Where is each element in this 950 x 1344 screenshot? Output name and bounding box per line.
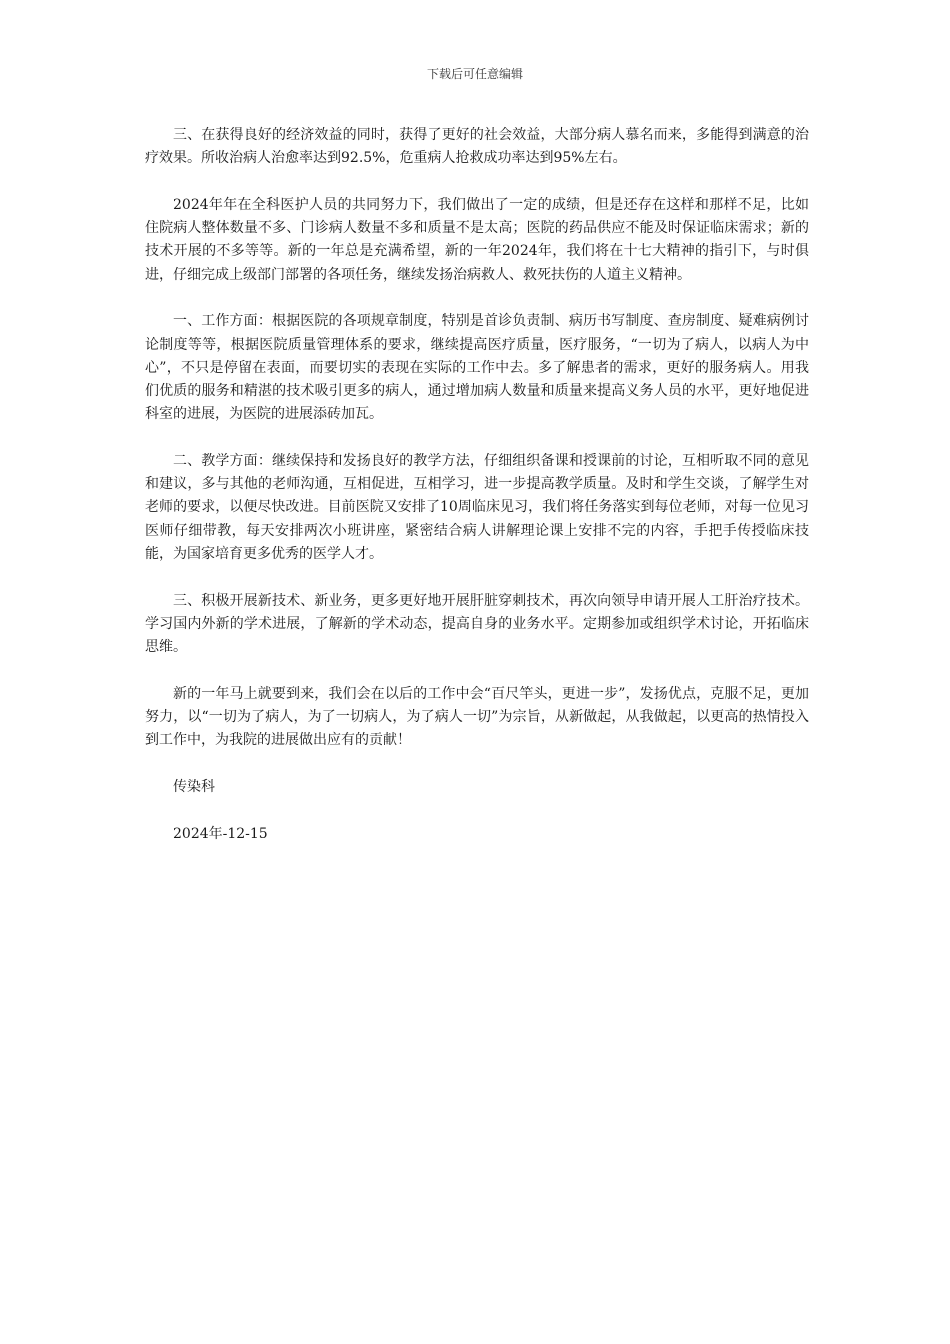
paragraph-social-benefit: 三、在获得良好的经济效益的同时，获得了更好的社会效益，大部分病人慕名而来，多能得到满意的治疗效果。所收治病人治愈率达到92.5%，危重病人抢救成功率达到95%左右。 (145, 127, 809, 167)
paragraph-closing: 新的一年马上就要到来，我们会在以后的工作中会“百尺竿头，更进一步”，发扬优点，克服不足，更加努力，以“一切为了病人，为了一切病人，为了病人一切”为宗旨，从新做起，从我做起，以更高的热情投入到工作中，为我院的进展做出应有的贡献！ (145, 685, 809, 749)
page-header-note: 下载后可任意编辑 (426, 67, 523, 81)
paragraph-teaching-aspect: 二、教学方面：继续保持和发扬良好的教学方法，仔细组织备课和授课前的讨论，互相听取不同的意见和建议，多与其他的老师沟通，互相促进，互相学习，进一步提高教学质量。及时和学生交谈，了解学生对老师的要求，以便尽快改进。目前医院又安排了10周临床见习，我们将任务落实到每位老师，对每一位见习医师仔细带教，每天安排两次小班讲座，紧密结合病人讲解理论课上安排不完的内容，手把手传授临床技能，为国家培育更多优秀的医学人才。 (145, 453, 809, 562)
paragraph-work-aspect: 一、工作方面：根据医院的各项规章制度，特别是首诊负责制、病历书写制度、查房制度、疑难病例讨论制度等等，根据医院质量管理体系的要求，继续提高医疗质量，医疗服务，“一切为了病人，以病人为中心”，不只是停留在表面，而要切实的表现在实际的工作中去。多了解患者的需求，更好的服务病人。用我们优质的服务和精湛的技术吸引更多的病人，通过增加病人数量和质量来提高义务人员的水平，更好地促进科室的进展，为医院的进展添砖加瓦。 (145, 313, 809, 423)
paragraph-year-summary: 2024年年在全科医护人员的共同努力下，我们做出了一定的成绩，但是还存在这样和那样不足，比如住院病人整体数量不多、门诊病人数量不多和质量不是太高；医院的药品供应不能及时保证临床需求；新的技术开展的不多等等。新的一年总是充满希望，新的一年2024年，我们将在十七大精神的指引下，与时俱进，仔细完成上级部门部署的各项任务，继续发扬治病救人、救死扶伤的人道主义精神。 (145, 197, 809, 283)
paragraph-new-technology: 三、积极开展新技术、新业务，更多更好地开展肝脏穿刺技术，再次向领导申请开展人工肝治疗技术。学习国内外新的学术进展，了解新的学术动态，提高自身的业务水平。定期参加或组织学术讨论，开拓临床思维。 (145, 592, 809, 656)
signature-department: 传染科 (173, 779, 215, 796)
document-body (145, 124, 809, 870)
signature-date: 2024年-12-15 (173, 826, 268, 843)
